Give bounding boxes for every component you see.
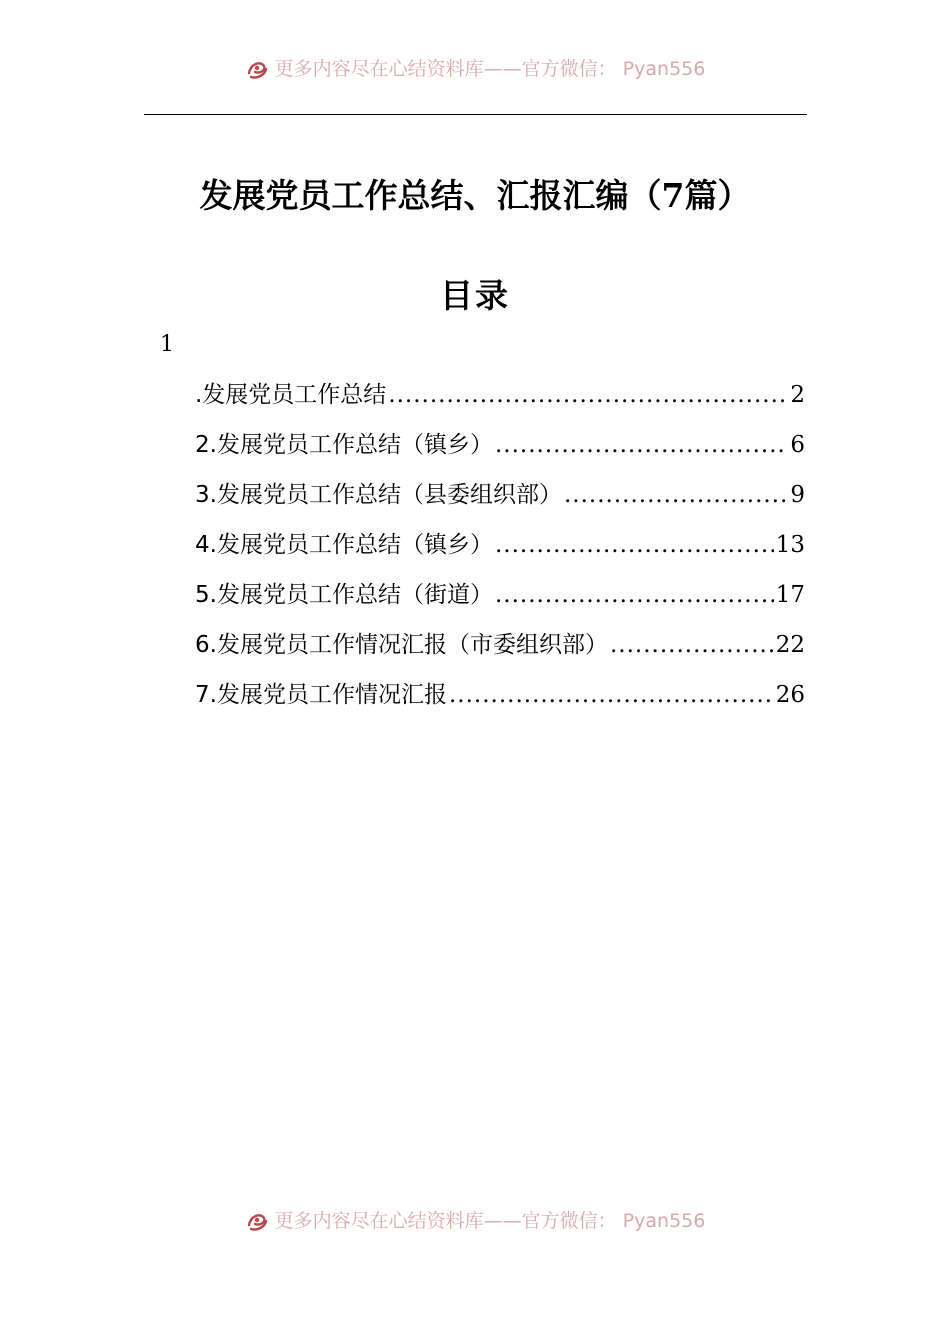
toc-entry-1[interactable] [195, 376, 805, 426]
toc-dot-leader [564, 482, 788, 508]
toc-entry-page: 26 [775, 682, 805, 708]
toc-entry-2[interactable] [195, 426, 805, 476]
toc-entry-3[interactable] [195, 476, 805, 526]
toc-entry-page: 9 [790, 482, 805, 508]
toc-heading: 目录 [440, 276, 510, 315]
watermark-logo-icon [245, 1210, 269, 1233]
toc-entry-page: 22 [775, 632, 805, 658]
header-watermark [0, 58, 950, 84]
toc-entry-number: 3. [195, 482, 217, 508]
toc-entry-title: 发展党员工作总结（县委组织部） [216, 482, 562, 508]
toc-entry-number: 4. [195, 532, 217, 558]
toc-dot-leader [610, 632, 774, 658]
toc-entry-title: 发展党员工作总结（街道） [216, 582, 493, 608]
watermark-text: 更多内容尽在心结资料库——官方微信： Pyan556 [274, 58, 706, 80]
toc-entry-title: 发展党员工作情况汇报（市委组织部） [216, 632, 608, 658]
document-title: 发展党员工作总结、汇报汇编（7篇） [199, 176, 751, 215]
toc-entry-title: 发展党员工作总结（镇乡） [216, 432, 493, 458]
watermark-logo-icon [245, 58, 269, 81]
toc-dot-leader [388, 382, 788, 408]
toc-entry-page: 13 [775, 532, 805, 558]
toc-entry-5[interactable] [195, 576, 805, 626]
toc-entry-number: 7. [195, 682, 217, 708]
header-rule [144, 114, 807, 115]
toc-dot-leader [495, 432, 788, 458]
watermark-text: 更多内容尽在心结资料库——官方微信： Pyan556 [274, 1210, 706, 1232]
toc-entry-number: 6. [195, 632, 217, 658]
toc-entry-page: 6 [790, 432, 805, 458]
footer-watermark [0, 1210, 950, 1236]
table-of-contents [195, 376, 805, 726]
toc-entry-4[interactable] [195, 526, 805, 576]
toc-dot-leader [495, 582, 774, 608]
toc-orphan-number: 1 [160, 332, 174, 357]
toc-entry-title: 发展党员工作总结（镇乡） [216, 532, 493, 558]
toc-entry-number: 5. [195, 582, 217, 608]
toc-entry-7[interactable] [195, 676, 805, 726]
toc-entry-page: 17 [775, 582, 805, 608]
toc-entry-title: 发展党员工作情况汇报 [216, 682, 447, 708]
toc-entry-page: 2 [790, 382, 805, 408]
toc-dot-leader [495, 532, 774, 558]
toc-entry-number: 2. [195, 432, 217, 458]
toc-entry-6[interactable] [195, 626, 805, 676]
toc-entry-title: .发展党员工作总结 [195, 382, 387, 408]
toc-dot-leader [449, 682, 774, 708]
